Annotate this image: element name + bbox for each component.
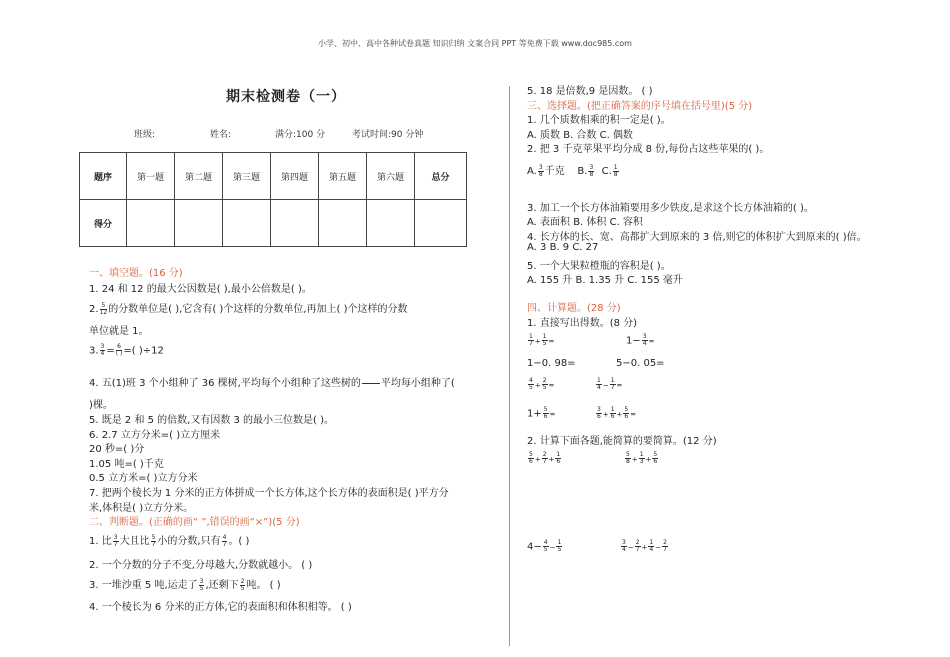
score-cell[interactable] [175, 200, 223, 247]
exam-title: 期末检测卷（一） [226, 89, 346, 105]
name-field: 姓名: [210, 130, 232, 140]
calc-expr-2: $\frac{5}{8}$ + $\frac{1}{3}$ + $\frac{5}{6}$ [626, 451, 658, 465]
class-field: 班级: [134, 130, 156, 140]
choice-1-options: A. 质数 B. 合数 C. 偶数 [527, 130, 633, 141]
expr-8: $\frac{3}{6}$ + $\frac{1}{6}$ + $\frac{5}{6}$ = [597, 406, 637, 420]
question-7: 7. 把两个棱长为 1 分米的正方体拼成一个长方体,这个长方体的表面积是( )平方分 [89, 488, 449, 499]
header-cell: 第六题 [367, 153, 415, 200]
exam-time: 考试时间:90 分钟 [352, 130, 424, 140]
question-2-cont: 单位就是 1。 [89, 326, 149, 337]
header-cell: 第二题 [175, 153, 223, 200]
choice-3: 3. 加工一个长方体油箱要用多少铁皮,是求这个长方体油箱的( )。 [527, 203, 814, 214]
calc-expr-4: $\frac{3}{4}$ − $\frac{2}{7}$ + $\frac{1}{4}$ − $\frac{2}{7}$ [622, 539, 667, 553]
page-header: 小学、初中、高中各种试卷真题 知识归纳 文案合同 PPT 等免费下载 www.doc985.com [318, 39, 632, 48]
score-cell[interactable] [271, 200, 319, 247]
section-calc: 四、计算题。(28 分) [527, 303, 621, 314]
header-cell: 第五题 [319, 153, 367, 200]
score-table [79, 152, 467, 247]
question-6-c: 1.05 吨=( )千克 [89, 459, 164, 470]
question-6-b: 20 秒=( )分 [89, 444, 145, 455]
expr-4: 5−0. 05= [616, 358, 665, 369]
header-cell: 第一题 [127, 153, 175, 200]
question-4-cont: )棵。 [89, 400, 113, 411]
full-score: 满分:100 分 [275, 130, 326, 140]
choice-4-options: A. 3 B. 9 C. 27 [527, 242, 599, 253]
section-choice: 三、选择题。(把正确答案的序号填在括号里)(5 分) [527, 101, 753, 112]
expr-7: 1+ $\frac{5}{6}$ = [527, 406, 556, 420]
header-cell: 第四题 [271, 153, 319, 200]
score-cell[interactable] [367, 200, 415, 247]
section-true-false: 二、判断题。(正确的画“ ”,错误的画“×”)(5 分) [89, 517, 300, 528]
score-row-label: 得分 [80, 200, 127, 247]
header-cell: 第三题 [223, 153, 271, 200]
calc-expr-3: 4− $\frac{4}{5}$ − $\frac{1}{5}$ [527, 539, 562, 553]
header-cell: 总分 [415, 153, 467, 200]
choice-2-options: A. $\frac{3}{8}$ 千克 B. $\frac{3}{8}$ C. $\frac{1}{8}$ [527, 163, 618, 178]
judge-1: 1. 比 $\frac{3}{7}$ 大且比 $\frac{5}{7}$ 小的分数,只有 $\frac{4}{7}$ 。( ) [89, 533, 250, 548]
question-6-a: 6. 2.7 立方分米=( )立方厘米 [89, 430, 221, 441]
question-7-cont: 米,体积是( )立方分米。 [89, 503, 194, 514]
choice-5: 5. 一个大果粒橙瓶的容积是( )。 [527, 261, 671, 272]
choice-5-options: A. 155 升 B. 1.35 升 C. 155 毫升 [527, 275, 683, 286]
score-cell[interactable] [415, 200, 467, 247]
choice-3-options: A. 表面积 B. 体积 C. 容积 [527, 217, 643, 228]
judge-4: 4. 一个棱长为 6 分米的正方体,它的表面积和体积相等。 ( ) [89, 602, 352, 613]
question-6-d: 0.5 立方米=( )立方分米 [89, 473, 198, 484]
score-cell[interactable] [319, 200, 367, 247]
judge-3: 3. 一堆沙重 5 吨,运走了 $\frac{3}{5}$ ,还剩下 $\frac{2}{5}$ 吨。 ( ) [89, 577, 281, 592]
question-3: 3. $\frac{3}{4}$ = $\frac{6}{( )}$ =( )÷12 [89, 343, 164, 357]
question-2: 2. $\frac{5}{12}$ 的分数单位是( ),它含有( )个这样的分数单位,再加上( )个这样的分数 [89, 301, 408, 316]
choice-2: 2. 把 3 千克苹果平均分成 8 份,每份占这些苹果的( )。 [527, 144, 770, 155]
expr-5: $\frac{4}{5}$ + $\frac{2}{5}$ = [529, 377, 555, 391]
score-cell[interactable] [223, 200, 271, 247]
expr-6: $\frac{1}{4}$ − $\frac{1}{7}$ = [597, 377, 623, 391]
choice-1: 1. 几个质数相乘的积一定是( )。 [527, 115, 671, 126]
expr-3: 1−0. 98= [527, 358, 576, 369]
question-1: 1. 24 和 12 的最大公因数是( ),最小公倍数是( )。 [89, 284, 312, 295]
judge-5: 5. 18 是倍数,9 是因数。 ( ) [527, 86, 653, 97]
calc-2-title: 2. 计算下面各题,能简算的要简算。(12 分) [527, 436, 717, 447]
expr-2: 1− $\frac{3}{4}$ = [626, 333, 655, 347]
calc-1-title: 1. 直接写出得数。(8 分) [527, 318, 638, 329]
column-divider [509, 86, 510, 646]
section-fill-blank: 一、填空题。(16 分) [89, 268, 183, 279]
header-cell: 题序 [80, 153, 127, 200]
question-4: 4. 五(1)班 3 个小组种了 36 棵树,平均每个小组种了这些树的 平均每小组种了( [89, 378, 455, 389]
calc-expr-1: $\frac{5}{6}$ + $\frac{2}{7}$ + $\frac{1}{6}$ [529, 451, 561, 465]
expr-1: $\frac{1}{7}$ + $\frac{1}{5}$ = [529, 333, 555, 347]
question-5: 5. 既是 2 和 5 的倍数,又有因数 3 的最小三位数是( )。 [89, 415, 335, 426]
judge-2: 2. 一个分数的分子不变,分母越大,分数就越小。 ( ) [89, 560, 313, 571]
score-cell[interactable] [127, 200, 175, 247]
choice-4: 4. 长方体的长、宽、高都扩大到原来的 3 倍,则它的体积扩大到原来的( )倍。 [527, 232, 867, 243]
